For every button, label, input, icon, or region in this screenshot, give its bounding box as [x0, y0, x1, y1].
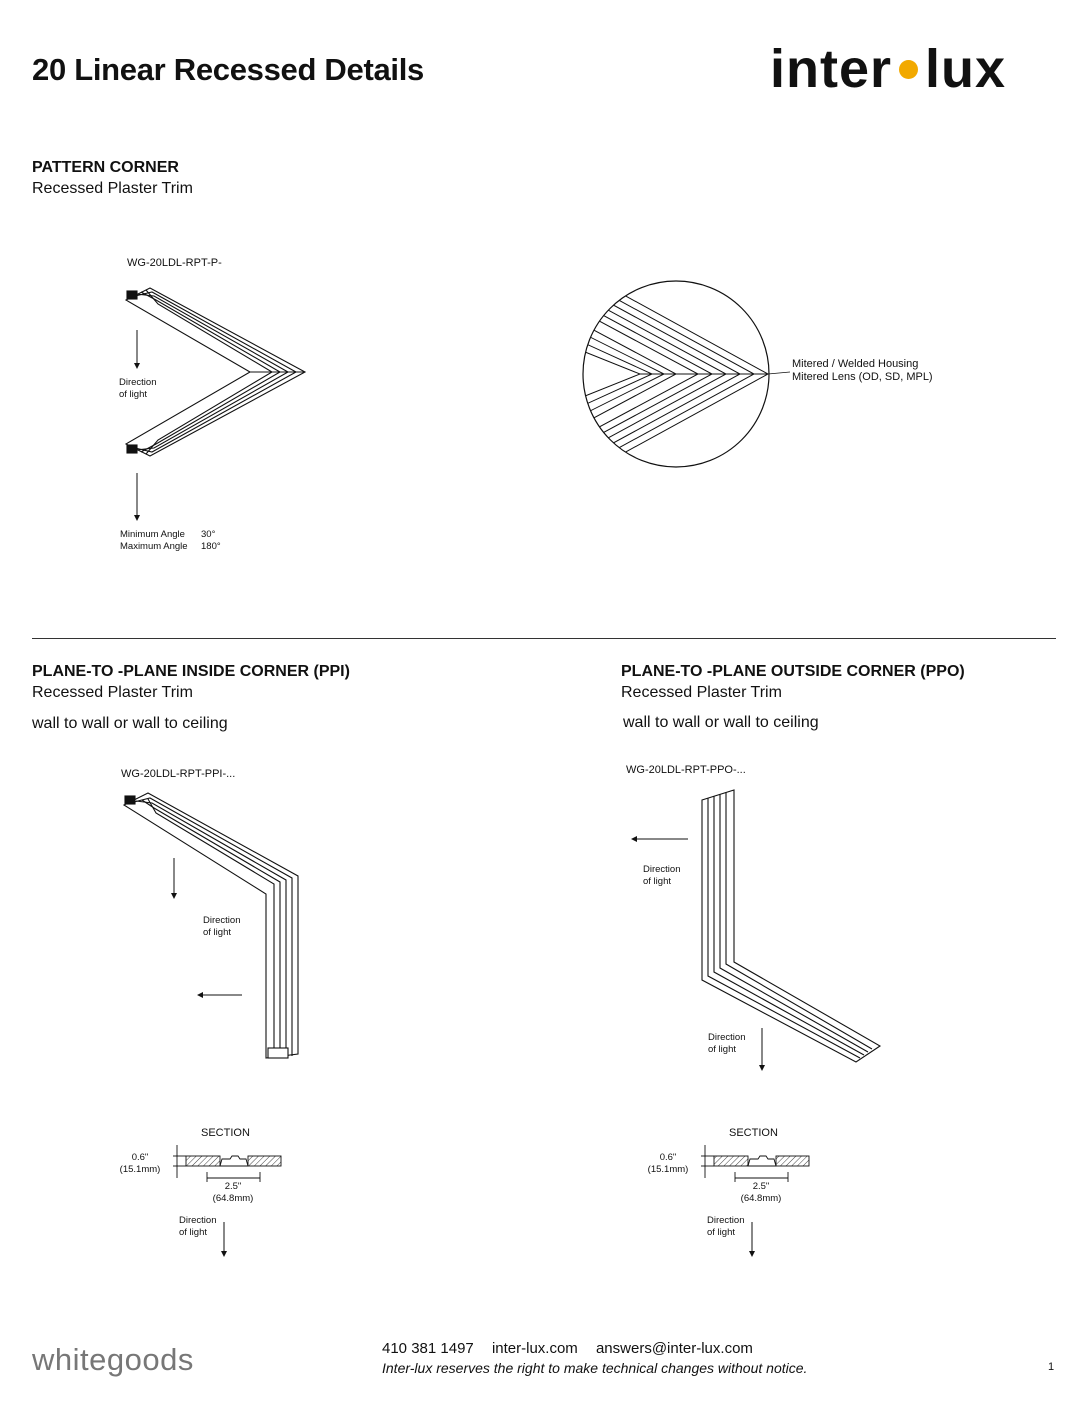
- page-title: 20 Linear Recessed Details: [32, 52, 424, 87]
- miter-detail-note: Mitered / Welded Housing Mitered Lens (OD, SD, MPL): [792, 358, 933, 383]
- ppo-width-dimension: 2.5" (64.8mm): [740, 1181, 782, 1204]
- pattern-corner-subtitle: Recessed Plaster Trim: [32, 180, 193, 197]
- ppi-section-direction: Direction of light: [179, 1215, 217, 1238]
- ppi-title: PLANE-TO -PLANE INSIDE CORNER (PPI): [32, 663, 350, 680]
- pattern-corner-drawing: [126, 288, 305, 456]
- min-angle-value: 30°: [201, 529, 216, 540]
- ppo-subtitle: Recessed Plaster Trim: [621, 684, 782, 701]
- ppi-section-label: SECTION: [201, 1127, 250, 1139]
- whitegoods-brand: whitegoods: [32, 1342, 194, 1377]
- page-number: 1: [1048, 1361, 1055, 1373]
- ppi-subtitle: Recessed Plaster Trim: [32, 684, 193, 701]
- ppi-height-dimension: 0.6" (15.1mm): [119, 1152, 161, 1175]
- ppi-note: wall to wall or wall to ceiling: [32, 715, 228, 732]
- miter-detail-circle: [560, 260, 790, 488]
- pattern-direction-label: Direction of light: [119, 377, 157, 400]
- footer-email-link[interactable]: answers@inter-lux.com: [595, 1340, 753, 1357]
- pattern-corner-title: PATTERN CORNER: [32, 159, 179, 176]
- footer-contact: [382, 1340, 767, 1357]
- footer-phone: 410 381 1497: [382, 1340, 474, 1357]
- max-angle-label: Maximum Angle: [120, 541, 188, 552]
- logo-text-left: inter: [770, 39, 893, 99]
- pattern-part-number: WG-20LDL-RPT-P-: [127, 257, 222, 269]
- ppi-part-number: WG-20LDL-RPT-PPI-...: [121, 768, 236, 780]
- ppo-section-direction: Direction of light: [707, 1215, 745, 1238]
- ppo-section-profile: [701, 1145, 809, 1182]
- ppo-title: PLANE-TO -PLANE OUTSIDE CORNER (PPO): [621, 663, 965, 680]
- logo-text-right: lux: [925, 39, 1007, 99]
- ppo-part-number: WG-20LDL-RPT-PPO-...: [626, 764, 746, 776]
- ppo-direction-label-upper: Direction of light: [643, 864, 681, 887]
- ppo-height-dimension: 0.6" (15.1mm): [647, 1152, 689, 1175]
- ppo-direction-label-lower: Direction of light: [708, 1032, 746, 1055]
- min-angle-label: Minimum Angle: [120, 529, 185, 540]
- ppi-width-dimension: 2.5" (64.8mm): [212, 1181, 254, 1204]
- ppi-direction-label: Direction of light: [203, 915, 241, 938]
- ppo-section-label: SECTION: [729, 1127, 778, 1139]
- ppo-note: wall to wall or wall to ceiling: [623, 714, 819, 731]
- footer-website-link[interactable]: inter-lux.com: [491, 1340, 578, 1357]
- ppi-section-profile: [173, 1145, 281, 1182]
- ppo-drawing: [702, 790, 880, 1062]
- ppi-drawing: [124, 793, 298, 1058]
- max-angle-value: 180°: [201, 541, 221, 552]
- footer-disclaimer: Inter-lux reserves the right to make technical changes without notice.: [382, 1360, 808, 1376]
